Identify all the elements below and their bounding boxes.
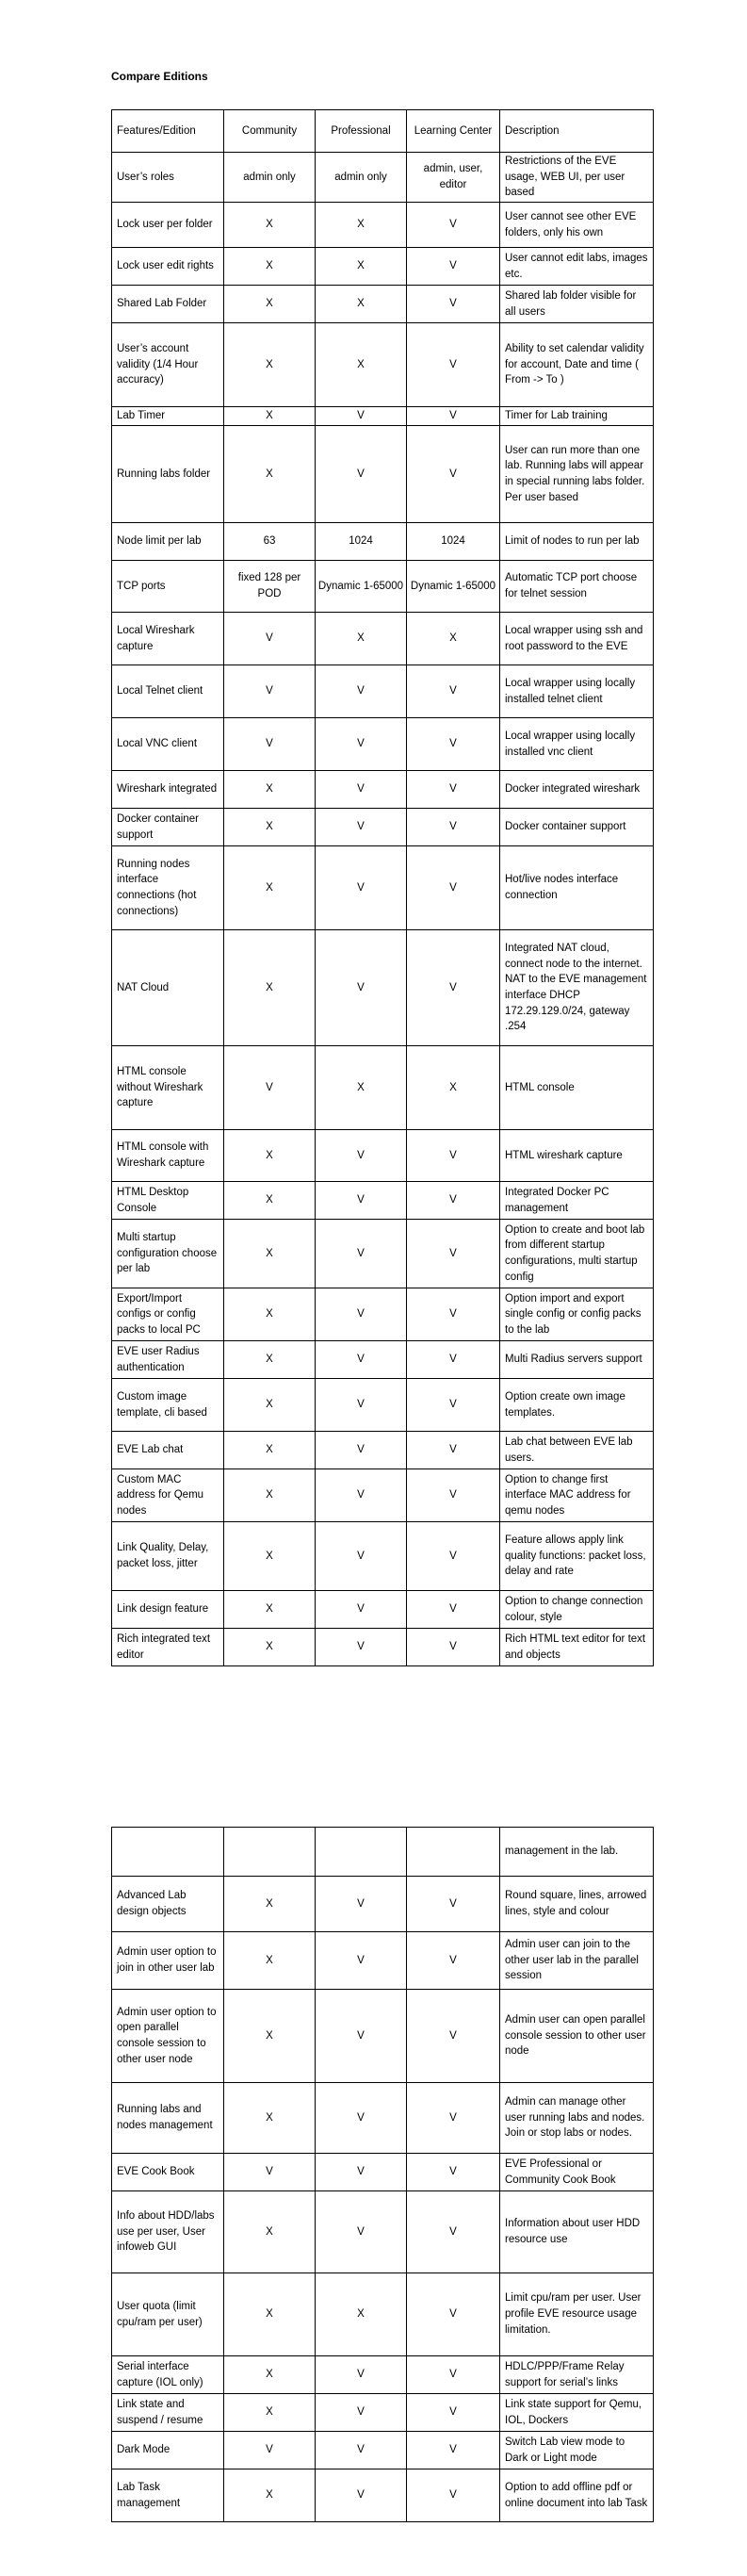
feature-cell: EVE user Radius authentication — [112, 1341, 224, 1379]
table-row — [112, 2154, 654, 2191]
table-row — [112, 1046, 654, 1130]
professional-cell: X — [316, 323, 407, 407]
professional-cell: V — [316, 2191, 407, 2273]
description-cell: HTML console — [500, 1046, 654, 1130]
community-cell: X — [224, 2394, 316, 2432]
table-row — [112, 718, 654, 771]
feature-cell: Running labs folder — [112, 426, 224, 523]
learning-center-cell: V — [407, 2191, 500, 2273]
community-cell: X — [224, 1341, 316, 1379]
description-cell: Option to change connection colour, style — [500, 1591, 654, 1629]
feature-cell: Admin user option to join in other user lab — [112, 1932, 224, 1990]
column-header: Learning Center — [407, 110, 500, 153]
learning-center-cell: V — [407, 426, 500, 523]
community-cell: admin only — [224, 153, 316, 203]
professional-cell: V — [316, 1432, 407, 1469]
feature-cell: Custom image template, cli based — [112, 1379, 224, 1432]
learning-center-cell: V — [407, 2154, 500, 2191]
learning-center-cell: X — [407, 1046, 500, 1130]
description-cell: User can run more than one lab. Running labs will appear in special running labs folder. Per user based — [500, 426, 654, 523]
description-cell: User cannot see other EVE folders, only his own — [500, 203, 654, 248]
professional-cell: V — [316, 665, 407, 718]
community-cell: X — [224, 1591, 316, 1629]
learning-center-cell: V — [407, 2273, 500, 2356]
table-row — [112, 846, 654, 930]
learning-center-cell: V — [407, 407, 500, 426]
feature-cell: Rich integrated text editor — [112, 1629, 224, 1666]
feature-cell: HTML console without Wireshark capture — [112, 1046, 224, 1130]
description-cell: Option import and export single config or config packs to the lab — [500, 1288, 654, 1341]
community-cell: V — [224, 718, 316, 771]
professional-cell: V — [316, 2083, 407, 2154]
professional-cell: X — [316, 286, 407, 323]
table-row — [112, 1932, 654, 1990]
community-cell: V — [224, 665, 316, 718]
table-row — [112, 248, 654, 286]
community-cell: X — [224, 2273, 316, 2356]
feature-cell: Local Telnet client — [112, 665, 224, 718]
table-row — [112, 323, 654, 407]
community-cell: X — [224, 1990, 316, 2083]
learning-center-cell: V — [407, 1522, 500, 1591]
professional-cell: V — [316, 1522, 407, 1591]
description-cell: Admin user can open parallel console session to other user node — [500, 1990, 654, 2083]
community-cell: X — [224, 248, 316, 286]
professional-cell: V — [316, 718, 407, 771]
learning-center-cell: 1024 — [407, 523, 500, 561]
professional-cell: V — [316, 1182, 407, 1220]
table-row — [112, 1990, 654, 2083]
header-row — [112, 110, 654, 153]
professional-cell: Dynamic 1-65000 — [316, 561, 407, 613]
description-cell: Integrated Docker PC management — [500, 1182, 654, 1220]
feature-cell: User’s account validity (1/4 Hour accuracy) — [112, 323, 224, 407]
description-cell: Limit cpu/ram per user. User profile EVE resource usage limitation. — [500, 2273, 654, 2356]
feature-cell: Local Wireshark capture — [112, 613, 224, 665]
learning-center-cell: V — [407, 2394, 500, 2432]
community-cell: fixed 128 per POD — [224, 561, 316, 613]
professional-cell: X — [316, 613, 407, 665]
table-row — [112, 407, 654, 426]
description-cell: HTML wireshark capture — [500, 1130, 654, 1182]
description-cell: Local wrapper using locally installed telnet client — [500, 665, 654, 718]
learning-center-cell: V — [407, 2469, 500, 2522]
table-row — [112, 1828, 654, 1877]
professional-cell: V — [316, 846, 407, 930]
learning-center-cell: V — [407, 2432, 500, 2469]
table-row — [112, 426, 654, 523]
description-cell: Local wrapper using locally installed vnc client — [500, 718, 654, 771]
table-row — [112, 2432, 654, 2469]
community-cell: X — [224, 426, 316, 523]
description-cell: Docker integrated wireshark — [500, 771, 654, 809]
description-cell: Admin can manage other user running labs and nodes. Join or stop labs or nodes. — [500, 2083, 654, 2154]
professional-cell: admin only — [316, 153, 407, 203]
feature-cell: User’s roles — [112, 153, 224, 203]
learning-center-cell: V — [407, 1629, 500, 1666]
table-row — [112, 2469, 654, 2522]
table-row — [112, 523, 654, 561]
description-cell: HDLC/PPP/Frame Relay support for serial’s links — [500, 2356, 654, 2394]
description-cell: Option to add offline pdf or online document into lab Task — [500, 2469, 654, 2522]
table-row — [112, 1877, 654, 1932]
community-cell: X — [224, 1932, 316, 1990]
community-cell — [224, 1828, 316, 1877]
table-row — [112, 561, 654, 613]
feature-cell: User quota (limit cpu/ram per user) — [112, 2273, 224, 2356]
feature-cell: Shared Lab Folder — [112, 286, 224, 323]
description-cell: Timer for Lab training — [500, 407, 654, 426]
professional-cell: V — [316, 2432, 407, 2469]
feature-cell: Local VNC client — [112, 718, 224, 771]
learning-center-cell: V — [407, 1432, 500, 1469]
table-row — [112, 2083, 654, 2154]
feature-cell: Serial interface capture (IOL only) — [112, 2356, 224, 2394]
learning-center-cell: V — [407, 1341, 500, 1379]
learning-center-cell: Dynamic 1-65000 — [407, 561, 500, 613]
community-cell: X — [224, 1877, 316, 1932]
learning-center-cell: admin, user, editor — [407, 153, 500, 203]
community-cell: 63 — [224, 523, 316, 561]
description-cell: Ability to set calendar validity for account, Date and time ( From -> To ) — [500, 323, 654, 407]
professional-cell: V — [316, 1341, 407, 1379]
feature-cell: Lock user per folder — [112, 203, 224, 248]
learning-center-cell: V — [407, 718, 500, 771]
learning-center-cell: V — [407, 248, 500, 286]
description-cell: Shared lab folder visible for all users — [500, 286, 654, 323]
table-row — [112, 1432, 654, 1469]
professional-cell: V — [316, 2394, 407, 2432]
table-row — [112, 203, 654, 248]
feature-cell: NAT Cloud — [112, 930, 224, 1046]
community-cell: X — [224, 2356, 316, 2394]
table-row — [112, 2191, 654, 2273]
community-cell: X — [224, 809, 316, 846]
feature-cell — [112, 1828, 224, 1877]
description-cell: EVE Professional or Community Cook Book — [500, 2154, 654, 2191]
table-row — [112, 2356, 654, 2394]
learning-center-cell: V — [407, 1990, 500, 2083]
description-cell: Admin user can join to the other user lab in the parallel session — [500, 1932, 654, 1990]
table-row — [112, 665, 654, 718]
professional-cell: V — [316, 2469, 407, 2522]
community-cell: X — [224, 1182, 316, 1220]
community-cell: V — [224, 2154, 316, 2191]
professional-cell: V — [316, 1932, 407, 1990]
learning-center-cell: V — [407, 930, 500, 1046]
learning-center-cell: V — [407, 1220, 500, 1288]
column-header: Community — [224, 110, 316, 153]
description-cell: Option create own image templates. — [500, 1379, 654, 1432]
description-cell: Lab chat between EVE lab users. — [500, 1432, 654, 1469]
learning-center-cell: V — [407, 1182, 500, 1220]
learning-center-cell: V — [407, 2083, 500, 2154]
column-header: Description — [500, 110, 654, 153]
professional-cell: V — [316, 2356, 407, 2394]
description-cell: management in the lab. — [500, 1828, 654, 1877]
community-cell: X — [224, 771, 316, 809]
feature-cell: Info about HDD/labs use per user, User infoweb GUI — [112, 2191, 224, 2273]
community-cell: X — [224, 1288, 316, 1341]
learning-center-cell: V — [407, 286, 500, 323]
learning-center-cell: V — [407, 1379, 500, 1432]
table-row — [112, 809, 654, 846]
description-cell: Feature allows apply link quality functions: packet loss, delay and rate — [500, 1522, 654, 1591]
professional-cell — [316, 1828, 407, 1877]
learning-center-cell: V — [407, 771, 500, 809]
learning-center-cell — [407, 1828, 500, 1877]
community-cell: X — [224, 203, 316, 248]
feature-cell: Admin user option to open parallel console session to other user node — [112, 1990, 224, 2083]
description-cell: Switch Lab view mode to Dark or Light mode — [500, 2432, 654, 2469]
table-row — [112, 1469, 654, 1522]
table-row — [112, 2273, 654, 2356]
feature-cell: EVE Cook Book — [112, 2154, 224, 2191]
table-row — [112, 771, 654, 809]
description-cell: Limit of nodes to run per lab — [500, 523, 654, 561]
professional-cell: 1024 — [316, 523, 407, 561]
community-cell: X — [224, 2191, 316, 2273]
column-header: Professional — [316, 110, 407, 153]
table-row — [112, 1341, 654, 1379]
feature-cell: Docker container support — [112, 809, 224, 846]
professional-cell: X — [316, 203, 407, 248]
professional-cell: V — [316, 809, 407, 846]
feature-cell: EVE Lab chat — [112, 1432, 224, 1469]
description-cell: Hot/live nodes interface connection — [500, 846, 654, 930]
feature-cell: Lab Task management — [112, 2469, 224, 2522]
description-cell: Round square, lines, arrowed lines, style and colour — [500, 1877, 654, 1932]
feature-cell: Running labs and nodes management — [112, 2083, 224, 2154]
learning-center-cell: V — [407, 1469, 500, 1522]
table-row — [112, 1130, 654, 1182]
professional-cell: V — [316, 1990, 407, 2083]
page-title: Compare Editions — [111, 70, 208, 83]
description-cell: Information about user HDD resource use — [500, 2191, 654, 2273]
learning-center-cell: V — [407, 323, 500, 407]
feature-cell: Lock user edit rights — [112, 248, 224, 286]
learning-center-cell: V — [407, 846, 500, 930]
table-row — [112, 286, 654, 323]
description-cell: Restrictions of the EVE usage, WEB UI, per user based — [500, 153, 654, 203]
learning-center-cell: V — [407, 1877, 500, 1932]
feature-cell: Dark Mode — [112, 2432, 224, 2469]
professional-cell: X — [316, 1046, 407, 1130]
community-cell: X — [224, 1130, 316, 1182]
table-row — [112, 1629, 654, 1666]
feature-cell: Export/Import configs or config packs to local PC — [112, 1288, 224, 1341]
learning-center-cell: V — [407, 203, 500, 248]
description-cell: Docker container support — [500, 809, 654, 846]
feature-cell: Multi startup configuration choose per lab — [112, 1220, 224, 1288]
professional-cell: V — [316, 771, 407, 809]
table-row — [112, 930, 654, 1046]
learning-center-cell: V — [407, 1288, 500, 1341]
professional-cell: V — [316, 1877, 407, 1932]
description-cell: Option to change first interface MAC address for qemu nodes — [500, 1469, 654, 1522]
feature-cell: Lab Timer — [112, 407, 224, 426]
professional-cell: V — [316, 1130, 407, 1182]
professional-cell: V — [316, 1288, 407, 1341]
table-row — [112, 1379, 654, 1432]
description-cell: Link state support for Qemu, IOL, Dockers — [500, 2394, 654, 2432]
learning-center-cell: V — [407, 2356, 500, 2394]
description-cell: Option to create and boot lab from different startup configurations, multi startup config — [500, 1220, 654, 1288]
description-cell: Integrated NAT cloud, connect node to the internet. NAT to the EVE management interface DHCP 172.29.129.0/24, gateway .254 — [500, 930, 654, 1046]
community-cell: X — [224, 846, 316, 930]
description-cell: Automatic TCP port choose for telnet session — [500, 561, 654, 613]
community-cell: X — [224, 323, 316, 407]
table-row — [112, 1522, 654, 1591]
table-row — [112, 1220, 654, 1288]
feature-cell: Wireshark integrated — [112, 771, 224, 809]
professional-cell: V — [316, 930, 407, 1046]
community-cell: X — [224, 1432, 316, 1469]
professional-cell: V — [316, 1629, 407, 1666]
feature-cell: Node limit per lab — [112, 523, 224, 561]
table-row — [112, 2394, 654, 2432]
description-cell: Local wrapper using ssh and root password to the EVE — [500, 613, 654, 665]
community-cell: X — [224, 1469, 316, 1522]
table-row — [112, 1288, 654, 1341]
feature-cell: TCP ports — [112, 561, 224, 613]
feature-cell: Advanced Lab design objects — [112, 1877, 224, 1932]
professional-cell: X — [316, 248, 407, 286]
feature-cell: Running nodes interface connections (hot connections) — [112, 846, 224, 930]
table-row — [112, 613, 654, 665]
professional-cell: V — [316, 1379, 407, 1432]
table-row — [112, 1591, 654, 1629]
editions-table — [111, 109, 654, 1666]
learning-center-cell: V — [407, 665, 500, 718]
professional-cell: V — [316, 407, 407, 426]
table-row — [112, 1182, 654, 1220]
professional-cell: X — [316, 2273, 407, 2356]
feature-cell: Custom MAC address for Qemu nodes — [112, 1469, 224, 1522]
community-cell: X — [224, 286, 316, 323]
feature-cell: Link Quality, Delay, packet loss, jitter — [112, 1522, 224, 1591]
feature-cell: Link design feature — [112, 1591, 224, 1629]
learning-center-cell: V — [407, 1591, 500, 1629]
feature-cell: HTML console with Wireshark capture — [112, 1130, 224, 1182]
feature-cell: Link state and suspend / resume — [112, 2394, 224, 2432]
community-cell: X — [224, 1522, 316, 1591]
professional-cell: V — [316, 1469, 407, 1522]
description-cell: Rich HTML text editor for text and objects — [500, 1629, 654, 1666]
table-row — [112, 153, 654, 203]
learning-center-cell: V — [407, 1130, 500, 1182]
community-cell: X — [224, 407, 316, 426]
community-cell: V — [224, 1046, 316, 1130]
community-cell: X — [224, 2083, 316, 2154]
description-cell: Multi Radius servers support — [500, 1341, 654, 1379]
feature-cell: HTML Desktop Console — [112, 1182, 224, 1220]
professional-cell: V — [316, 1591, 407, 1629]
column-header: Features/Edition — [112, 110, 224, 153]
learning-center-cell: V — [407, 1932, 500, 1990]
editions-table-continued — [111, 1827, 654, 2522]
professional-cell: V — [316, 426, 407, 523]
community-cell: X — [224, 1379, 316, 1432]
community-cell: V — [224, 613, 316, 665]
community-cell: V — [224, 2432, 316, 2469]
community-cell: X — [224, 930, 316, 1046]
learning-center-cell: V — [407, 809, 500, 846]
community-cell: X — [224, 1629, 316, 1666]
description-cell: User cannot edit labs, images etc. — [500, 248, 654, 286]
community-cell: X — [224, 1220, 316, 1288]
community-cell: X — [224, 2469, 316, 2522]
learning-center-cell: X — [407, 613, 500, 665]
professional-cell: V — [316, 1220, 407, 1288]
professional-cell: V — [316, 2154, 407, 2191]
